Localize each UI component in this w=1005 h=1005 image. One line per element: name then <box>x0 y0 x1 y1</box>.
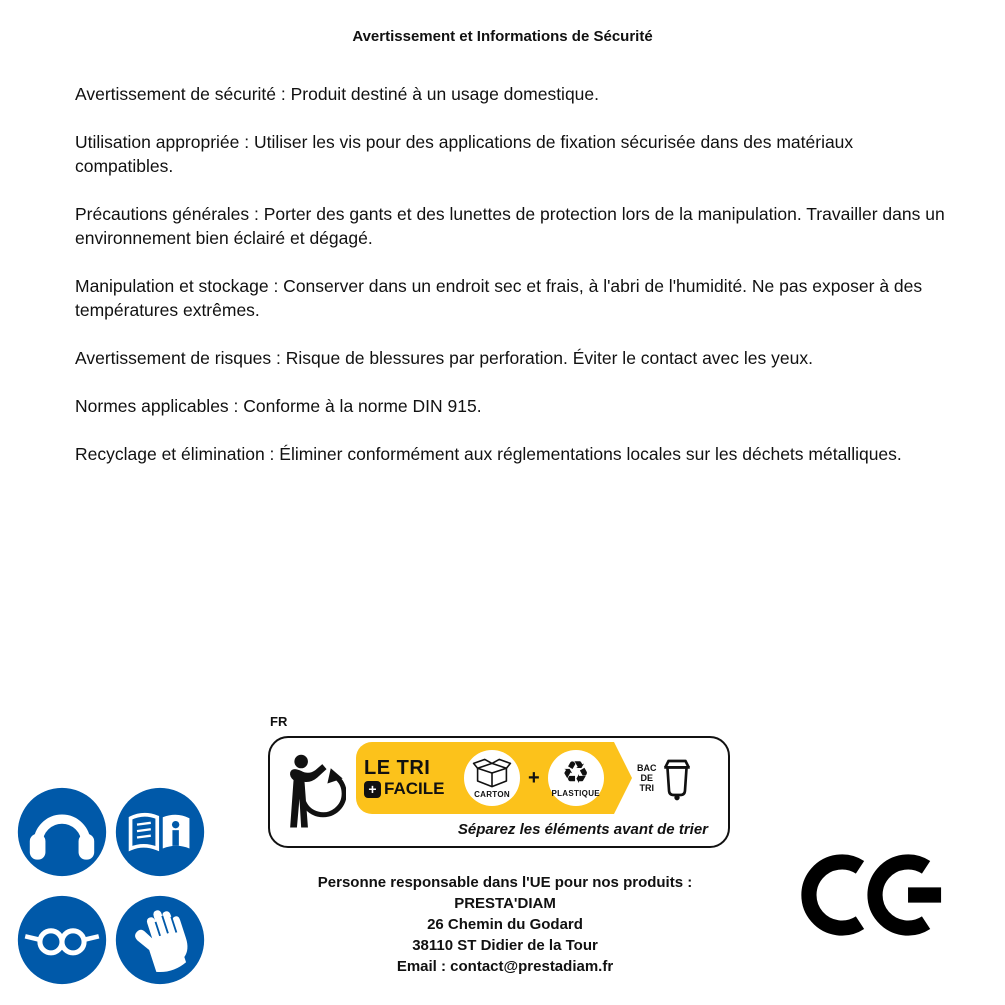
ce-marking-icon <box>800 852 950 938</box>
bac-de-tri-label <box>637 763 657 793</box>
banner-right <box>356 738 728 846</box>
country-code-label: FR <box>270 714 288 729</box>
de-text: DE <box>640 773 653 783</box>
paragraph-general-precautions: Précautions générales : Porter des gants et des lunettes de protection lors de la manipulation. Travailler dans un environnement bien éclairé et dégagé. <box>75 204 945 248</box>
sorting-bin-icon <box>660 755 694 801</box>
band-arrow-point <box>614 742 632 814</box>
recycling-symbol-icon: ♻ <box>561 755 590 790</box>
read-instruction-manual-icon <box>114 786 206 878</box>
paragraph-appropriate-use: Utilisation appropriée : Utiliser les vis pour des applications de fixation sécurisée dans des matériaux compatibles. <box>75 132 854 176</box>
le-tri-text: LE TRI <box>364 757 431 779</box>
responsible-person-block <box>280 872 730 977</box>
wear-eye-protection-icon <box>16 894 108 986</box>
tri-text: TRI <box>639 783 654 793</box>
paragraph-handling-storage: Manipulation et stockage : Conserver dans un endroit sec et frais, à l'abri de l'humidité. Ne pas exposer à des températures extrêmes. <box>75 276 923 320</box>
plus-icon: + <box>364 781 381 798</box>
safety-paragraphs <box>75 82 947 490</box>
sorting-info-banner <box>268 736 730 848</box>
le-tri-facile-logo <box>364 757 460 799</box>
paragraph-recycling: Recyclage et élimination : Éliminer conformément aux réglementations locales sur les déchets métalliques. <box>75 444 902 464</box>
carton-box-icon <box>471 757 513 789</box>
yellow-band <box>356 742 614 814</box>
contact-email: Email : contact@prestadiam.fr <box>396 958 614 975</box>
plastique-label: PLASTIQUE <box>551 789 600 798</box>
city-address: 38110 ST Didier de la Tour <box>412 937 598 954</box>
bac-text: BAC <box>637 763 657 773</box>
street-address: 26 Chemin du Godard <box>427 916 583 933</box>
company-name: PRESTA'DIAM <box>454 895 556 912</box>
paragraph-safety-warning: Avertissement de sécurité : Produit destiné à un usage domestique. <box>75 84 600 104</box>
carton-circle <box>464 750 520 806</box>
page-title: Avertissement et Informations de Sécurité <box>352 28 653 45</box>
wear-protective-gloves-icon <box>114 894 206 986</box>
paragraph-standards: Normes applicables : Conforme à la norme DIN 915. <box>75 396 482 416</box>
paragraph-risk-warning: Avertissement de risques : Risque de blessures par perforation. Éviter le contact avec les yeux. <box>75 348 813 368</box>
plastique-circle <box>548 750 604 806</box>
triman-recycling-icon <box>280 752 346 832</box>
sorting-tagline: Séparez les éléments avant de trier <box>457 820 708 838</box>
triman-zone <box>270 738 356 846</box>
separator-plus: + <box>528 766 540 789</box>
facile-text: FACILE <box>384 779 445 798</box>
wear-ear-protection-icon <box>16 786 108 878</box>
band-row <box>356 742 722 814</box>
carton-label: CARTON <box>474 790 510 799</box>
responsible-line: Personne responsable dans l'UE pour nos produits : <box>317 874 693 891</box>
